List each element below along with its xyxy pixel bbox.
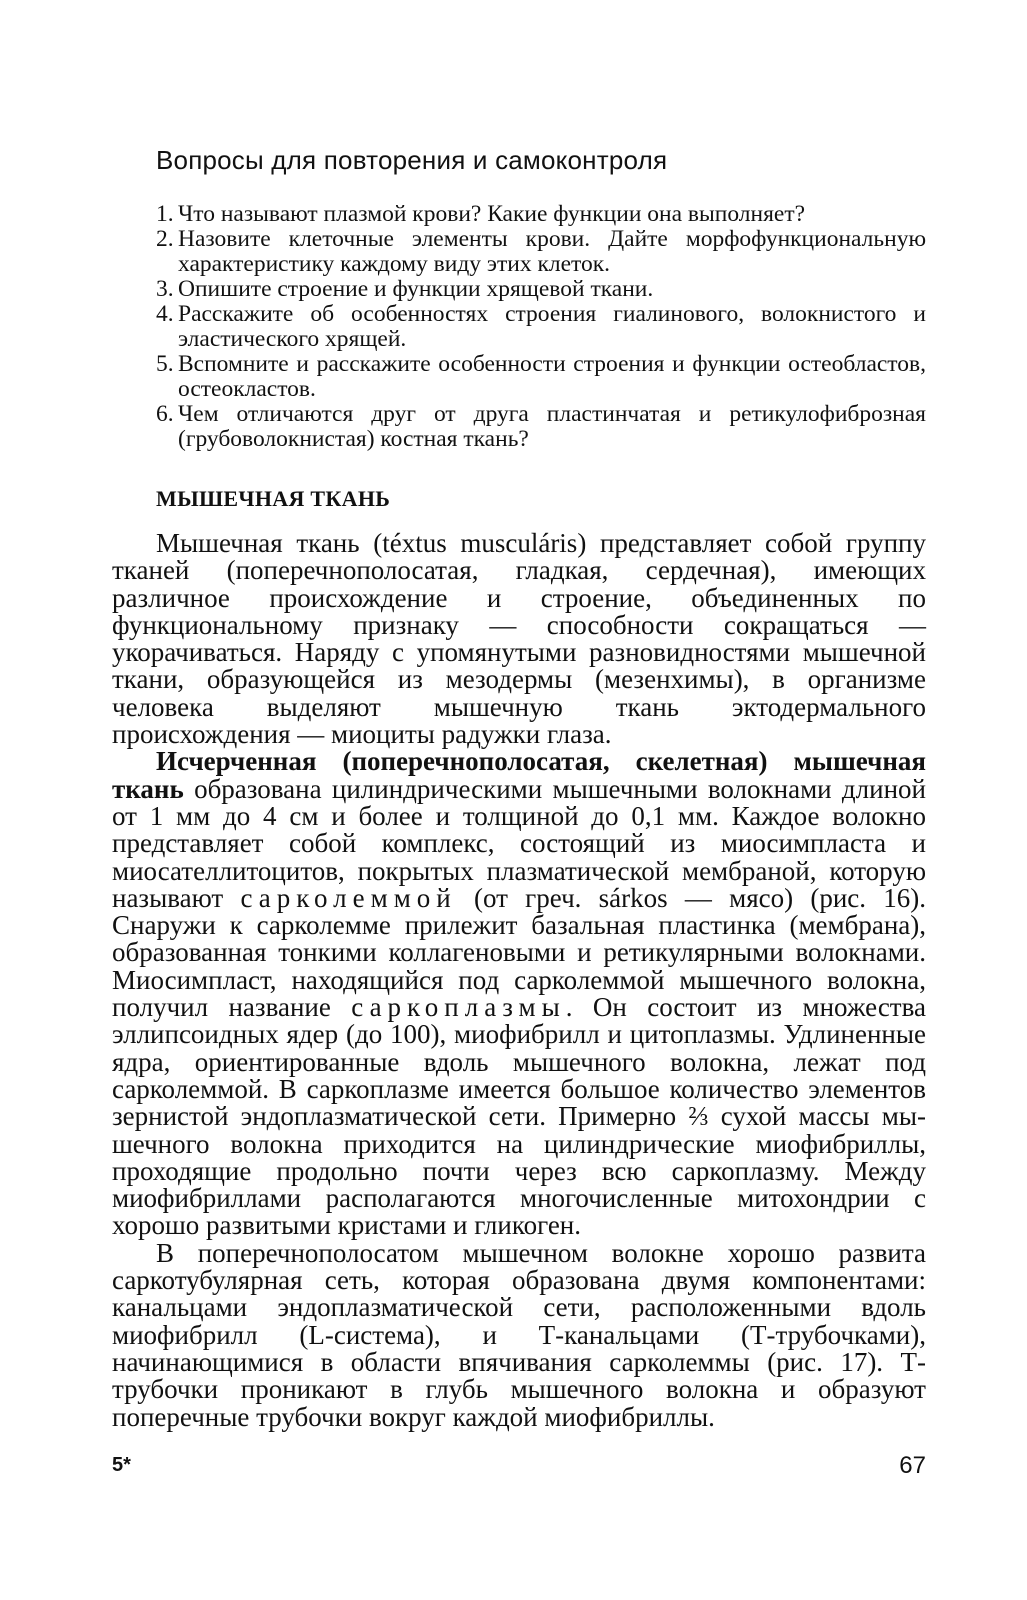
question-number: 4. <box>156 301 174 327</box>
signature-mark: 5* <box>112 1454 131 1476</box>
page-footer <box>112 1452 926 1482</box>
term-spaced: сарколеммой <box>240 882 457 913</box>
question-text: Что называют плазмой крови? Какие функции она выполняет? <box>178 201 806 227</box>
question-text: Вспомните и расскажите особенности строения и функции остеобластов, остеокластов. <box>178 351 926 402</box>
page-number: 67 <box>899 1452 926 1479</box>
question-item <box>156 202 926 227</box>
question-item <box>156 302 926 352</box>
question-text: Расскажите об особенностях строения гиалинового, волокнистого и эластического хрящей. <box>178 301 926 352</box>
question-text: Опишите строение и функции хрящевой ткани. <box>178 276 654 302</box>
question-item <box>156 352 926 402</box>
question-number: 2. <box>156 226 174 252</box>
question-number: 5. <box>156 351 174 377</box>
paragraph-text: образована цилиндрическими мышечными волокнами длиной от 1 мм до 4 см и более и толщиной до 0,1 мм. Каждое волокно представляет собой комплекс, состоящий из миосимпласта и миосателлитоцитов, покрытых плазматической мембраной, которую называют <box>112 773 926 913</box>
paragraph-striated-tissue <box>112 748 926 1239</box>
paragraph-intro: Мышечная ткань (téxtus musculáris) представляет собой группу тканей (поперечнополосатая, гладкая, сердечная), имеющих различное происхождение и строение, объединенных по функциональному признаку — способности сокращаться — укорачиваться. Наряду с упомянутыми разновидностями мышечной ткани, образующейся из мезодермы (мезенхимы), в организме человека выделяют мышечную ткань эктодермального происхождения — миоциты радужки глаза. <box>112 528 926 750</box>
question-item <box>156 277 926 302</box>
questions-list <box>156 202 926 452</box>
term-bold-heading: Исчерченная (поперечнополосатая, скелетная) мышечная ткань <box>112 746 926 804</box>
questions-heading: Вопросы для повторения и самоконтроля <box>156 145 668 175</box>
section-body <box>112 530 926 1431</box>
question-number: 6. <box>156 401 174 427</box>
question-item <box>156 227 926 277</box>
question-text: Чем отличаются друг от друга пластинчатая и ретикулофиброзная (грубоволокнистая) костная ткань? <box>178 401 926 452</box>
paragraph-text: . Он состоит из множества эллипсоидных ядер (до 100), миофибрилл и цитоплазмы. Удлиненные ядра, ориентированные вдоль мышечного волокна, лежат под сарколеммой. В саркоплазме имеется большое количество элементов зернистой эндоплазматической сети. Примерно ⅔ сухой массы мышечного волокна приходится на цилиндрические миофибриллы, проходящие продольно почти через всю саркоплазму. Между миофибриллами располагаются многочисленные митохондрии с хорошо развитыми кристами и гликоген. <box>112 992 926 1241</box>
question-number: 1. <box>156 201 174 227</box>
paragraph-text: (от греч. sárkos — мясо) (рис. 16). Снаружи к сарколемме прилежит базальная пластинка (мембрана), образованная тонкими коллагеновыми и ретикулярными волокнами. Миосимпласт, находящийся под сарколеммой мышечного волокна, получил название <box>112 882 926 1023</box>
question-item <box>156 402 926 452</box>
question-number: 3. <box>156 276 174 302</box>
term-spaced: саркоплазмы <box>351 992 566 1023</box>
paragraph-sarcotubular: В поперечнополосатом мышечном волокне хорошо развита саркотубулярная сеть, которая образована двумя компонентами: канальцами эндоплазматической сети, расположенными вдоль миофибрилл (L-система), и Т-канальцами (Т-трубочками), начинающимися в области впячивания сарколеммы (рис. 17). Т-трубочки проникают в глубь мышечного волокна и образуют поперечные трубочки вокруг каждой миофибриллы. <box>112 1237 926 1432</box>
section-heading: МЫШЕЧНАЯ ТКАНЬ <box>156 486 391 511</box>
question-text: Назовите клеточные элементы крови. Дайте морфофункциональную характеристику каждому виду этих клеток. <box>178 226 926 277</box>
page-content <box>112 136 926 1431</box>
